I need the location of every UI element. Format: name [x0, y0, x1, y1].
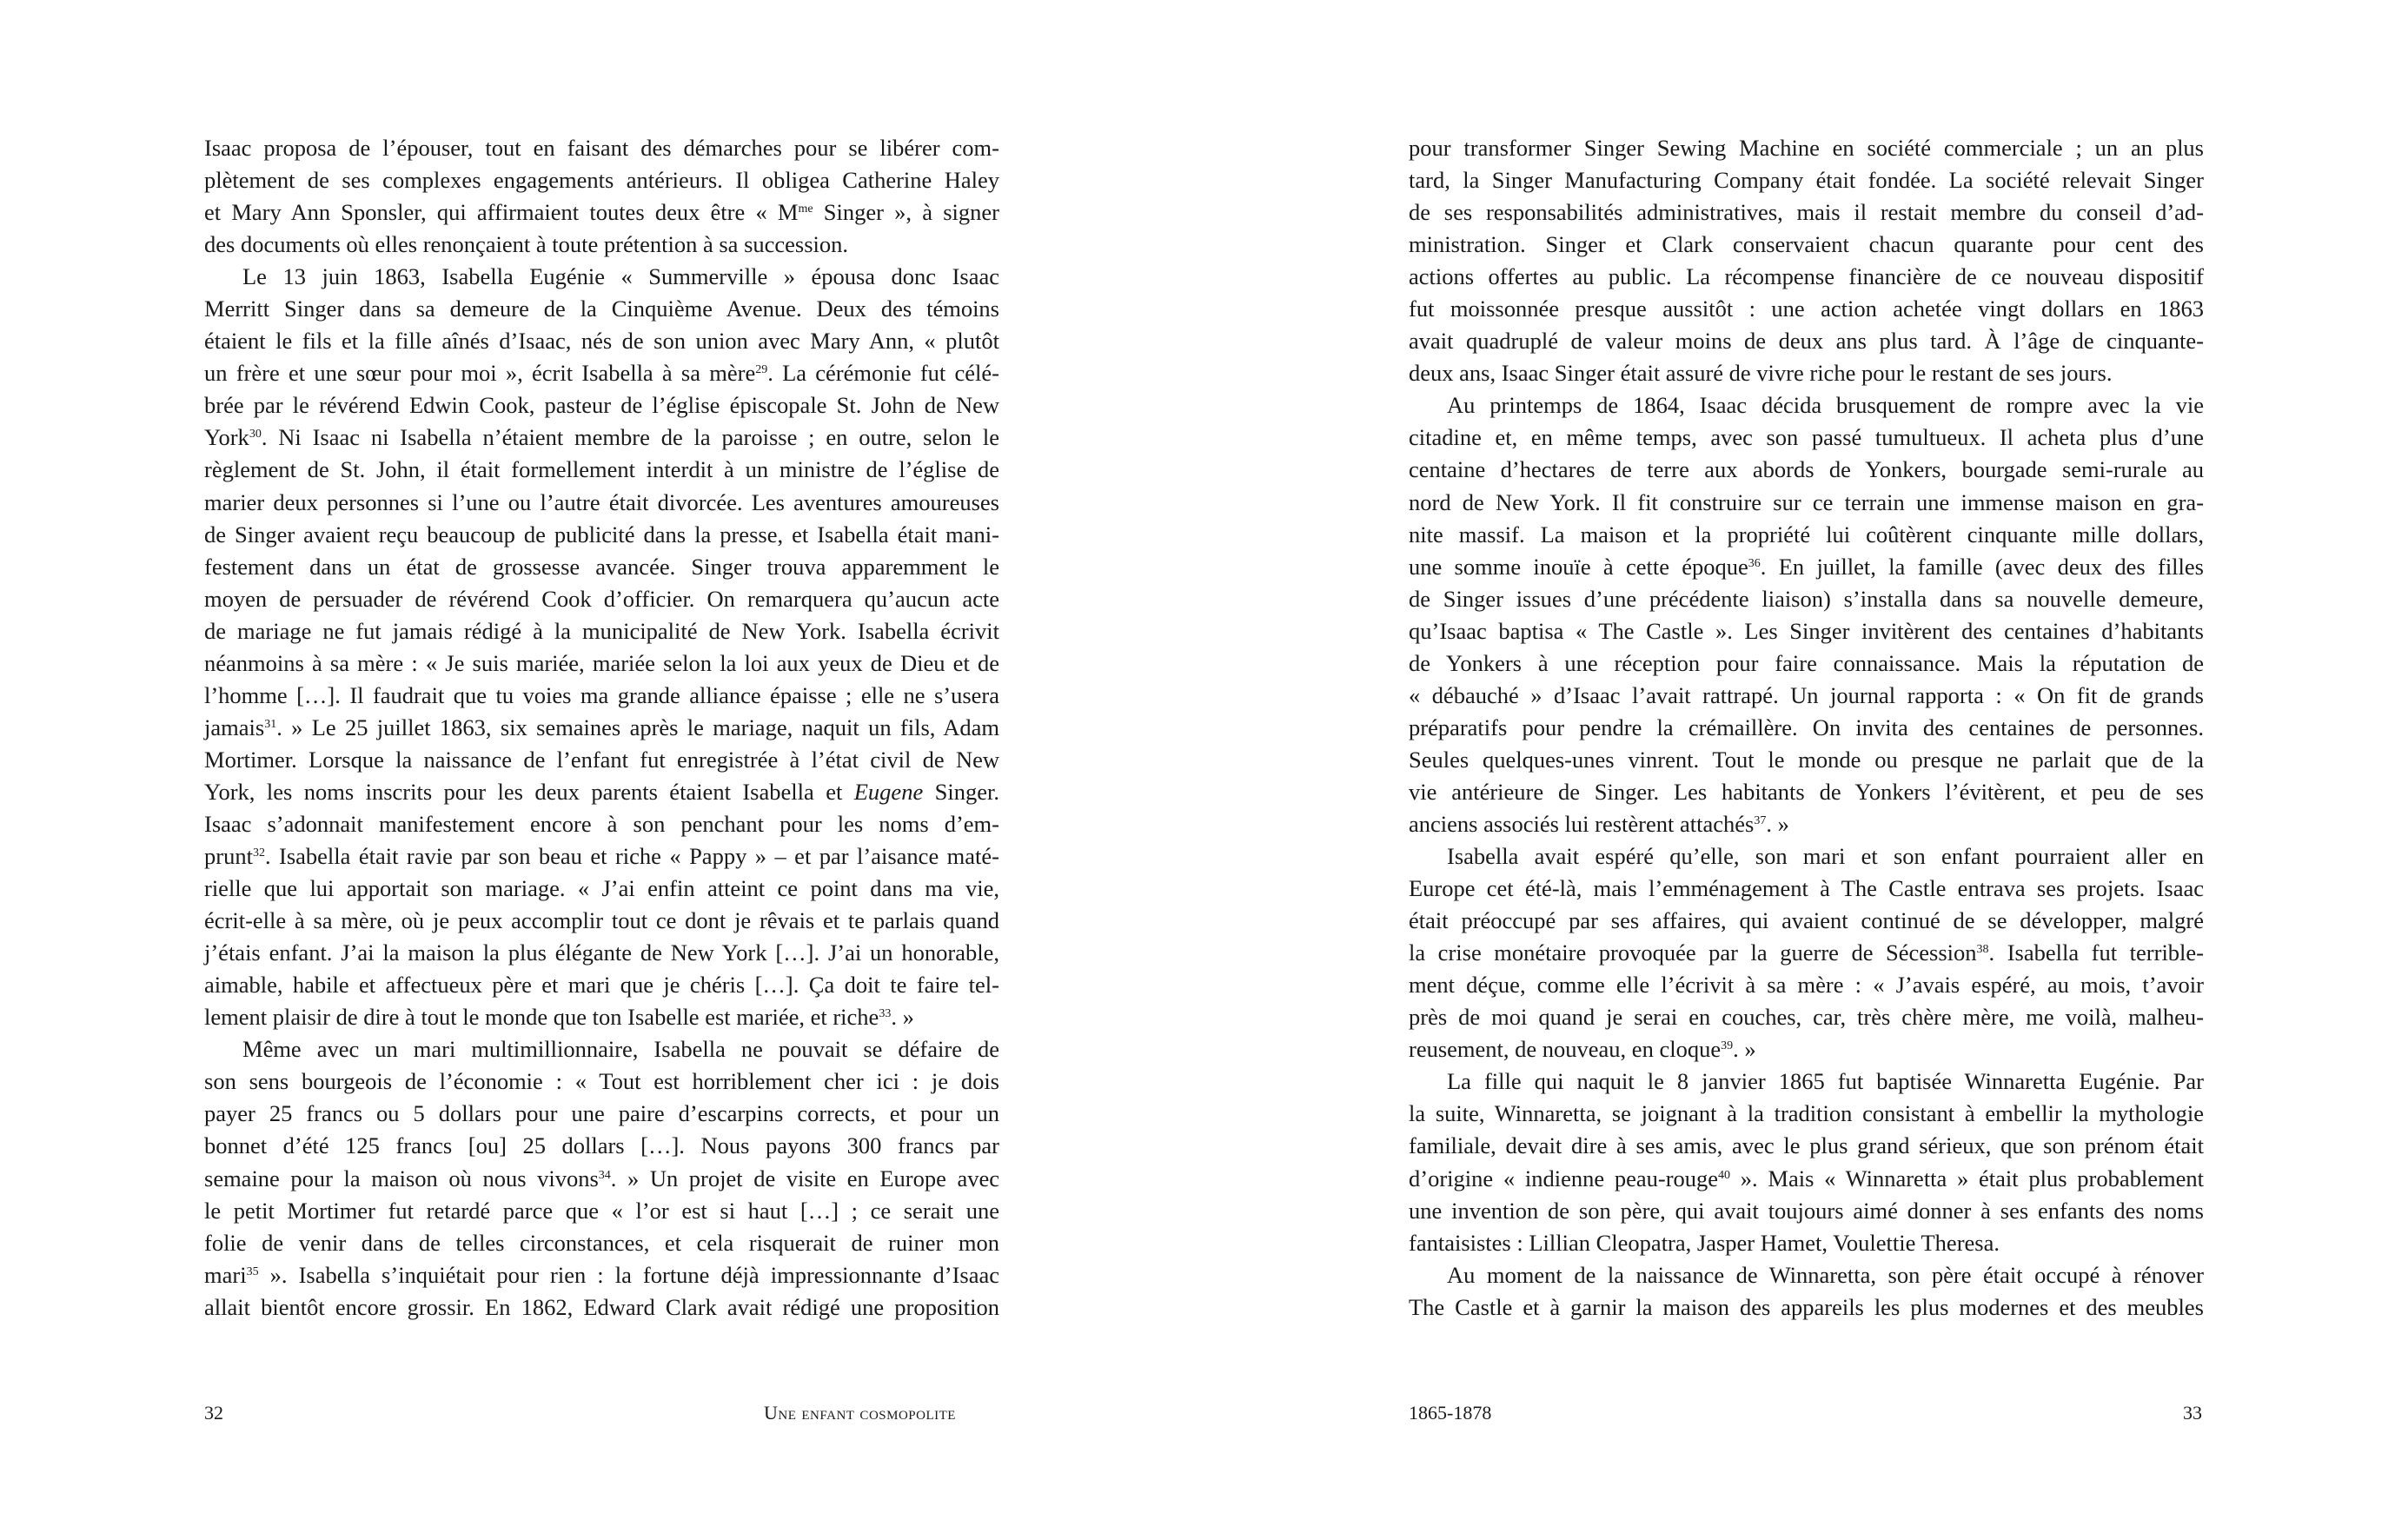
text-run: pour transformer Singer Sewing Machine en société commerciale ; un an plus: [1409, 135, 2204, 161]
text-line: [204, 519, 999, 551]
text-line: [204, 1227, 999, 1259]
text-run: de Singer issues d’une précédente liaison) s’installa dans sa nouvelle demeure,: [1409, 585, 2204, 612]
text-run: et Mary Ann Sponsler, qui affirmaient toutes deux être « M: [204, 199, 799, 226]
text-line: [1409, 454, 2204, 486]
text-run: Au printemps de 1864, Isaac décida brusquement de rompre avec la vie: [1447, 392, 2204, 419]
text-line: [1409, 1259, 2204, 1291]
left-running-head: Une enfant cosmopolite: [764, 1402, 956, 1424]
right-page-body: [1409, 132, 2204, 1324]
text-line: [204, 261, 999, 293]
text-run: folie de venir dans de telles circonstances, et cela risquerait de ruiner mon: [204, 1229, 999, 1256]
text-run: citadine et, en même temps, avec son passé tumultueux. Il acheta plus d’une: [1409, 424, 2204, 451]
text-line: [1409, 422, 2204, 454]
text-run: . La cérémonie fut célé-: [767, 360, 999, 387]
text-run: . » Un projet de visite en Europe avec: [610, 1165, 1000, 1192]
text-run: près de moi quand je serai en couches, car, très chère mère, me voilà, malheu-: [1409, 1004, 2204, 1031]
text-run: . »: [1766, 810, 1789, 837]
text-run: semaine pour la maison où nous vivons: [204, 1165, 599, 1192]
footnote-ref: 40: [1718, 1168, 1731, 1182]
text-line: [204, 1163, 999, 1195]
text-line: [204, 905, 999, 937]
text-line: [1409, 1098, 2204, 1130]
text-run: jamais: [204, 714, 265, 740]
text-line: [1409, 519, 2204, 551]
text-run: avait quadruplé de valeur moins de deux ans plus tard. À l’âge de cinquante-: [1409, 328, 2204, 355]
text-line: [1409, 487, 2204, 519]
text-run: son sens bourgeois de l’économie : « Tout est horriblement cher ici : je dois: [204, 1068, 999, 1095]
text-line: [204, 551, 999, 583]
right-running-head: 1865-1878: [1409, 1402, 1492, 1424]
text-run: Au moment de la naissance de Winnaretta, son père était occupé à rénover: [1447, 1261, 2204, 1288]
text-line: [1409, 1033, 2204, 1065]
text-line: [204, 583, 999, 615]
text-line: [204, 712, 999, 744]
text-run: des documents où elles renonçaient à toute prétention à sa succession.: [204, 231, 849, 258]
text-line: [1409, 873, 2204, 905]
text-line: [1409, 776, 2204, 808]
footnote-ref: 30: [249, 428, 262, 441]
text-run: ». Mais « Winnaretta » était plus probablement: [1730, 1165, 2204, 1192]
text-line: [204, 487, 999, 519]
text-run: payer 25 francs ou 5 dollars pour une paire d’escarpins corrects, et pour un: [204, 1100, 999, 1127]
text-run: York, les noms inscrits pour les deux parents étaient Isabella et: [204, 778, 854, 805]
text-run: la suite, Winnaretta, se joignant à la tradition consistant à embellir la mythologie: [1409, 1100, 2204, 1127]
text-run: néanmoins à sa mère : « Je suis mariée, mariée selon la loi aux yeux de Dieu et de: [204, 649, 999, 676]
text-run: de ses responsabilités administratives, mais il restait membre du conseil d’ad-: [1409, 199, 2204, 226]
footnote-ref: 38: [1976, 943, 1989, 957]
text-line: [1409, 937, 2204, 969]
text-run: moyen de persuader de révérend Cook d’officier. On remarquera qu’aucun acte: [204, 585, 999, 612]
text-line: [1409, 389, 2204, 422]
text-run: qu’Isaac baptisa « The Castle ». Les Singer invitèrent des centaines d’habitants: [1409, 617, 2204, 644]
text-run: ment déçue, comme elle l’écrivit à sa mère : « J’avais espéré, au mois, t’avoir: [1409, 972, 2204, 999]
text-line: [204, 196, 999, 229]
text-run: La fille qui naquit le 8 janvier 1865 fut baptisée Winnaretta Eugénie. Par: [1447, 1068, 2204, 1095]
text-run: une invention de son père, qui avait toujours aimé donner à ses enfants des noms: [1409, 1197, 2204, 1224]
text-line: [204, 1001, 999, 1033]
text-run: le petit Mortimer fut retardé parce que « l’or est si haut […] ; ce serait une: [204, 1197, 999, 1224]
text-run: Europe cet été-là, mais l’emménagement à The Castle entrava ses projets. Isaac: [1409, 875, 2204, 902]
text-run: nite massif. La maison et la propriété lui coûtèrent cinquante mille dollars,: [1409, 521, 2204, 548]
text-line: [1409, 1227, 2204, 1259]
text-line: [204, 357, 999, 389]
text-run: . »: [891, 1004, 914, 1031]
text-line: [1409, 1130, 2204, 1162]
text-line: [1409, 1001, 2204, 1033]
text-run: allait bientôt encore grossir. En 1862, Edward Clark avait rédigé une proposition: [204, 1293, 999, 1320]
text-line: [204, 1291, 999, 1324]
footnote-ref: 33: [879, 1007, 892, 1021]
text-line: [204, 873, 999, 905]
text-line: [1409, 680, 2204, 712]
text-line: [1409, 744, 2204, 776]
text-run: écrit-elle à sa mère, où je peux accomplir tout ce dont je rêvais et te parlais quand: [204, 907, 999, 934]
text-line: [1409, 712, 2204, 744]
text-run: Merritt Singer dans sa demeure de la Cinquième Avenue. Deux des témoins: [204, 295, 999, 322]
text-run: brée par le révérend Edwin Cook, pasteur de l’église épiscopale St. John de New: [204, 392, 999, 419]
text-line: [204, 454, 999, 486]
text-run: deux ans, Isaac Singer était assuré de vivre riche pour le restant de ses jours.: [1409, 360, 2113, 387]
footnote-ref: 31: [264, 717, 277, 731]
text-run: un frère et une sœur pour moi », écrit Isabella à sa mère: [204, 360, 756, 387]
text-line: [1409, 357, 2204, 389]
text-line: [204, 1033, 999, 1065]
text-line: [204, 389, 999, 422]
text-run: étaient le fils et la fille aînés d’Isaac, nés de son union avec Mary Ann, « plutôt: [204, 328, 999, 355]
text-run: . »: [1733, 1036, 1756, 1063]
text-line: [1409, 551, 2204, 583]
text-run: ». Isabella s’inquiétait pour rien : la fortune déjà impressionnante d’Isaac: [258, 1261, 999, 1288]
text-line: [204, 776, 999, 808]
text-line: [204, 808, 999, 840]
text-run: centaine d’hectares de terre aux abords de Yonkers, bourgade semi-rurale au: [1409, 456, 2204, 483]
text-run: fantaisistes : Lillian Cleopatra, Jasper Hamet, Voulettie Theresa.: [1409, 1229, 2000, 1256]
text-run: festement dans un état de grossesse avancée. Singer trouva apparemment le: [204, 553, 999, 580]
text-run: plètement de ses complexes engagements antérieurs. Il obligea Catherine Haley: [204, 167, 999, 194]
text-run: Même avec un mari multimillionnaire, Isabella ne pouvait se défaire de: [242, 1036, 999, 1063]
text-line: [204, 132, 999, 164]
footnote-ref: 36: [1748, 556, 1761, 570]
text-run: York: [204, 424, 249, 451]
footnote-ref: 29: [755, 363, 768, 377]
left-page-body: [204, 132, 999, 1324]
footnote-ref: 32: [252, 846, 265, 860]
text-run: mari: [204, 1261, 247, 1288]
text-run: de mariage ne fut jamais rédigé à la municipalité de New York. Isabella écrivit: [204, 617, 999, 644]
text-run: préparatifs pour pendre la crémaillère. On invita des centaines de personnes.: [1409, 714, 2204, 740]
text-line: [204, 229, 999, 261]
text-line: [204, 1195, 999, 1227]
text-line: [204, 325, 999, 357]
text-run: prunt: [204, 843, 253, 870]
text-run: règlement de St. John, il était formellement interdit à un ministre de l’église de: [204, 456, 999, 483]
text-line: [1409, 905, 2204, 937]
text-line: [1409, 647, 2204, 680]
text-run: ministration. Singer et Clark conservaient chacun quarante pour cent des: [1409, 231, 2204, 258]
text-run: anciens associés lui restèrent attachés: [1409, 810, 1755, 837]
text-run: marier deux personnes si l’une ou l’autre était divorcée. Les aventures amoureuses: [204, 488, 999, 515]
text-run: . Isabella fut terrible-: [1988, 939, 2205, 966]
text-line: [1409, 132, 2204, 164]
text-line: [1409, 229, 2204, 261]
text-run: Singer », à signer: [813, 199, 999, 226]
text-run: . En juillet, la famille (avec deux des filles: [1760, 553, 2204, 580]
text-line: [204, 293, 999, 325]
text-line: [204, 1130, 999, 1162]
text-run: . Isabella était ravie par son beau et riche « Pappy » – et par l’aisance maté-: [264, 843, 999, 870]
text-run: Singer.: [923, 778, 999, 805]
text-run: Isaac s’adonnait manifestement encore à son penchant pour les noms d’em-: [204, 810, 999, 837]
text-run: Isabella avait espéré qu’elle, son mari et son enfant pourraient aller en: [1447, 843, 2204, 870]
text-line: [1409, 1291, 2204, 1324]
text-run: lement plaisir de dire à tout le monde que ton Isabelle est mariée, et riche: [204, 1004, 879, 1031]
text-line: [204, 937, 999, 969]
text-line: [1409, 293, 2204, 325]
text-run: « débauché » d’Isaac l’avait rattrapé. Un journal rapporta : « On fit de grands: [1409, 681, 2204, 708]
text-run: j’étais enfant. J’ai la maison la plus élégante de New York […]. J’ai un honorable,: [204, 939, 999, 966]
text-run: . Ni Isaac ni Isabella n’étaient membre de la paroisse ; en outre, selon le: [261, 424, 999, 451]
footnote-ref: 35: [246, 1265, 259, 1278]
text-line: [204, 1065, 999, 1098]
right-page-number: 33: [2183, 1402, 2202, 1424]
text-run: familiale, devait dire à ses amis, avec le plus grand sérieux, que son prénom était: [1409, 1132, 2204, 1159]
text-run: The Castle et à garnir la maison des appareils les plus modernes et des meubles: [1409, 1293, 2204, 1320]
text-run: de Singer avaient reçu beaucoup de publicité dans la presse, et Isabella était mani-: [204, 521, 999, 548]
text-run: nord de New York. Il fit construire sur ce terrain une immense maison en gra-: [1409, 488, 2204, 515]
text-run: était préoccupé par ses affaires, qui avaient continué de se développer, malgré: [1409, 907, 2204, 934]
text-line: [204, 422, 999, 454]
text-line: [204, 680, 999, 712]
footnote-ref: 34: [598, 1168, 611, 1182]
text-run: fut moissonnée presque aussitôt : une action achetée vingt dollars en 1863: [1409, 295, 2204, 322]
text-line: [1409, 615, 2204, 647]
footnote-ref: 39: [1721, 1039, 1734, 1053]
text-line: [1409, 1163, 2204, 1195]
text-run: actions offertes au public. La récompense financière de ce nouveau dispositif: [1409, 263, 2204, 290]
text-line: [204, 1098, 999, 1130]
text-run: la crise monétaire provoquée par la guerre de Sécession: [1409, 939, 1977, 966]
italic-text: Eugene: [853, 778, 924, 805]
text-line: [1409, 583, 2204, 615]
text-run: Seules quelques-unes vinrent. Tout le monde ou presque ne parlait que de la: [1409, 746, 2204, 773]
text-run: . » Le 25 juillet 1863, six semaines après le mariage, naquit un fils, Adam: [276, 714, 999, 740]
text-run: vie antérieure de Singer. Les habitants de Yonkers l’évitèrent, et peu de ses: [1409, 778, 2204, 805]
text-line: [1409, 1065, 2204, 1098]
text-run: aimable, habile et affectueux père et mari que je chéris […]. Ça doit te faire tel-: [204, 972, 999, 999]
text-run: Le 13 juin 1863, Isabella Eugénie « Summerville » épousa donc Isaac: [242, 263, 999, 290]
text-run: Isaac proposa de l’épouser, tout en faisant des démarches pour se libérer com-: [204, 135, 999, 161]
text-line: [1409, 808, 2204, 840]
text-run: tard, la Singer Manufacturing Company était fondée. La société relevait Singer: [1409, 167, 2204, 194]
text-line: [204, 647, 999, 680]
text-line: [1409, 261, 2204, 293]
text-run: une somme inouïe à cette époque: [1409, 553, 1748, 580]
text-run: bonnet d’été 125 francs [ou] 25 dollars […]. Nous payons 300 francs par: [204, 1132, 999, 1159]
text-run: d’origine « indienne peau-rouge: [1409, 1165, 1719, 1192]
text-line: [204, 615, 999, 647]
text-line: [204, 164, 999, 196]
footnote-ref: me: [798, 202, 813, 216]
text-line: [1409, 840, 2204, 873]
text-run: rielle que lui apportait son mariage. « J’ai enfin atteint ce point dans ma vie,: [204, 875, 999, 902]
footnote-ref: 37: [1754, 813, 1767, 827]
text-line: [204, 1259, 999, 1291]
text-line: [1409, 325, 2204, 357]
text-run: Mortimer. Lorsque la naissance de l’enfant fut enregistrée à l’état civil de New: [204, 746, 999, 773]
text-line: [204, 840, 999, 873]
text-run: reusement, de nouveau, en cloque: [1409, 1036, 1722, 1063]
text-line: [1409, 1195, 2204, 1227]
text-line: [204, 744, 999, 776]
text-line: [1409, 164, 2204, 196]
text-run: de Yonkers à une réception pour faire connaissance. Mais la réputation de: [1409, 649, 2204, 676]
text-line: [1409, 969, 2204, 1001]
text-run: l’homme […]. Il faudrait que tu voies ma grande alliance épaisse ; elle ne s’usera: [204, 681, 999, 708]
left-page-number: 32: [204, 1402, 223, 1424]
text-line: [204, 969, 999, 1001]
text-line: [1409, 196, 2204, 229]
